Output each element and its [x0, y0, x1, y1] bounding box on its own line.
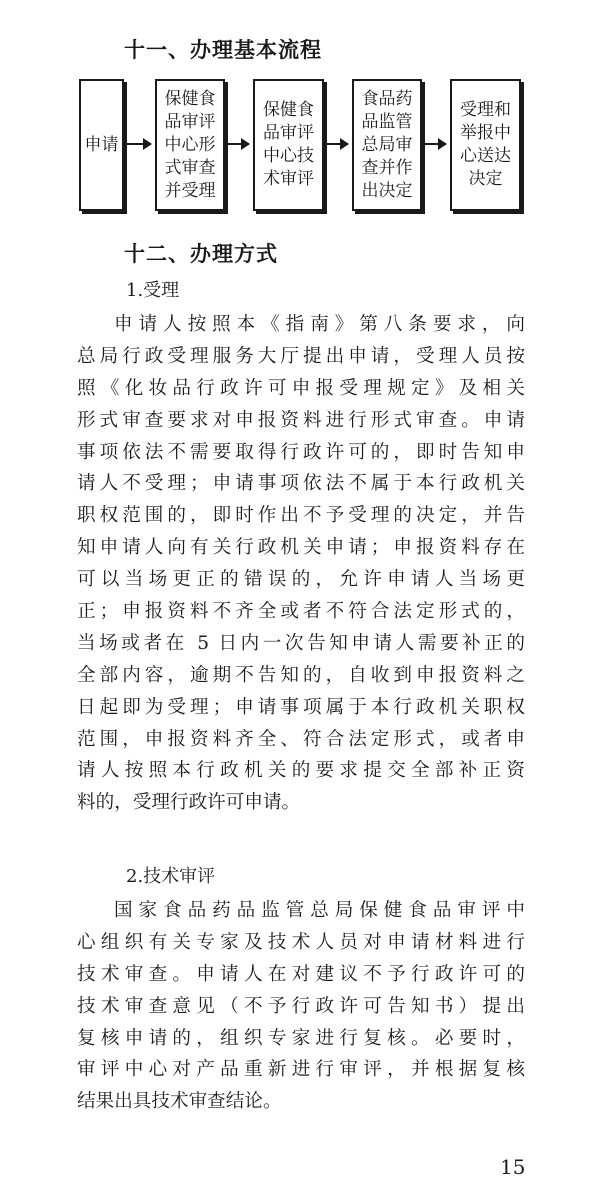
- flow-step-technical-review: [253, 79, 324, 211]
- subsection-technical-review-heading: 2.技术审评: [126, 866, 216, 887]
- text-line: 形式审查要求对申报资料进行形式审查。申请: [77, 409, 525, 431]
- section-12-heading: 十二、办理方式: [124, 242, 278, 266]
- text-line: 范围，申报资料齐全、符合法定形式，或者申: [77, 728, 525, 750]
- text-line: 职权范围的，即时作出不予受理的决定，并告: [77, 505, 525, 527]
- text-line: 复核申请的，组织专家进行复核。必要时，: [77, 1027, 525, 1049]
- flow-step-label: 保健食品审评中心技术审评: [263, 100, 314, 189]
- text-line: 国家食品药品监管总局保健食品审评中: [114, 900, 525, 921]
- flow-arrow-icon: [425, 143, 446, 145]
- text-line: 结果出具技术审查结论。: [77, 1091, 282, 1113]
- text-line: 日起即为受理；申请事项属于本行政机关职权: [77, 696, 525, 718]
- flow-step-decision: [352, 79, 422, 211]
- flow-step-label: 申请: [84, 134, 119, 155]
- flow-arrow-icon: [127, 143, 151, 145]
- flow-step-delivery: [450, 79, 521, 211]
- text-line: 正；申报资料不齐全或者不符合法定形式的，: [77, 601, 525, 623]
- text-line: 技术审查。申请人在对建议不予行政许可的: [77, 963, 525, 985]
- section-11-heading: 十一、办理基本流程: [124, 38, 322, 62]
- flow-step-label: 受理和举报中心送达决定: [460, 100, 511, 189]
- text-line: 请人不受理；申请事项依法不属于本行政机关: [77, 473, 525, 495]
- flow-step-label: 保健食品审评中心形式审查并受理: [164, 88, 216, 201]
- text-line: 料的，受理行政许可申请。: [77, 792, 301, 814]
- text-line: 心组织有关专家及技术人员对申请材料进行: [77, 931, 525, 953]
- flow-step-label: 食品药品监管总局审查并作出决定: [361, 88, 413, 201]
- text-line: 可以当场更正的错误的，允许申请人当场更: [77, 569, 525, 591]
- flow-step-apply: [79, 79, 124, 211]
- text-line: 当场或者在 5 日内一次告知申请人需要补正的: [77, 632, 525, 654]
- page-number: 15: [500, 1155, 526, 1179]
- acceptance-paragraph: [77, 309, 525, 819]
- text-line: 申请人按照本《指南》第八条要求，向: [114, 314, 525, 335]
- text-line: 全部内容，逾期不告知的，自收到申报资料之: [77, 664, 525, 686]
- text-line: 知申请人向有关行政机关申请；申报资料存在: [77, 537, 525, 559]
- text-line: 技术审查意见（不予行政许可告知书）提出: [77, 995, 525, 1017]
- technical-review-paragraph: [77, 895, 525, 1118]
- text-line: 请人按照本行政机关的要求提交全部补正资: [77, 760, 525, 782]
- flow-arrow-icon: [327, 143, 348, 145]
- text-line: 总局行政受理服务大厅提出申请，受理人员按: [77, 345, 525, 367]
- text-line: 事项依法不需要取得行政许可的，即时告知申: [77, 441, 525, 463]
- subsection-acceptance-heading: 1.受理: [126, 280, 180, 301]
- text-line: 审评中心对产品重新进行审评，并根据复核: [77, 1059, 525, 1081]
- text-line: 照《化妆品行政许可申报受理规定》及相关: [77, 377, 525, 399]
- flow-arrow-icon: [228, 143, 249, 145]
- flow-step-formal-review: [155, 79, 225, 211]
